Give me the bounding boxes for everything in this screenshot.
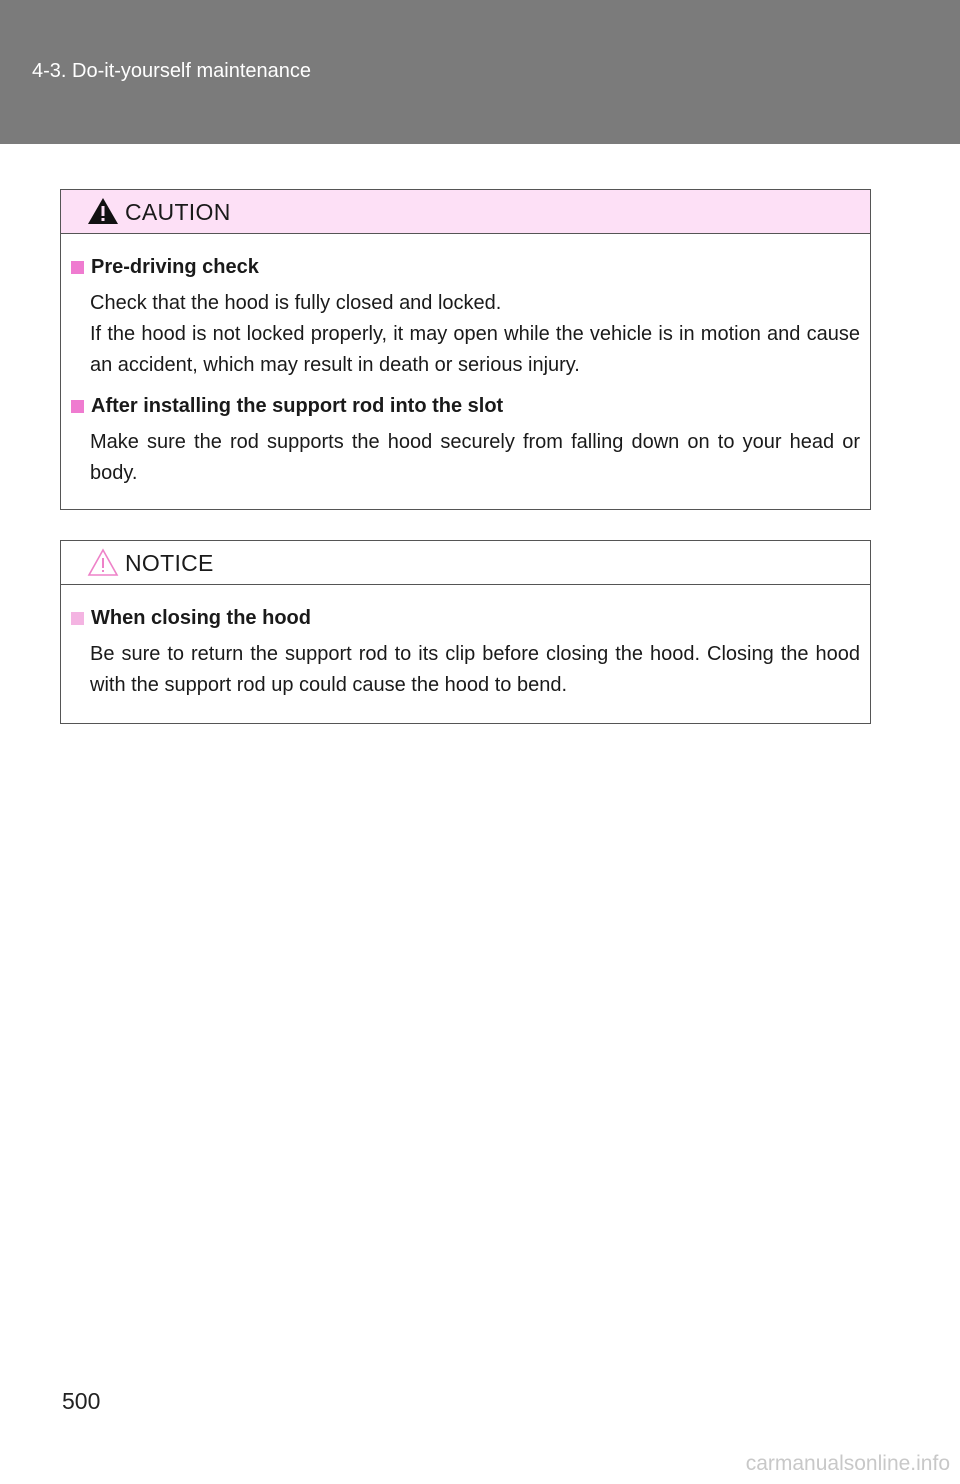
notice-body xyxy=(61,585,870,701)
caution-header xyxy=(61,190,870,234)
caution-box xyxy=(60,189,871,510)
caution-title: CAUTION xyxy=(125,199,231,225)
section-heading-text: When closing the hood xyxy=(91,606,311,629)
warning-triangle-outline-icon xyxy=(87,547,119,577)
caution-paragraph: If the hood is not locked properly, it may open while the vehicle is in motion and cause an accident, which may result in death or serious injury. xyxy=(90,323,860,376)
caution-paragraph: Make sure the rod supports the hood securely from falling down on to your head or body. xyxy=(90,431,860,484)
section-heading-text: After installing the support rod into the slot xyxy=(91,394,504,417)
caution-body xyxy=(61,234,870,489)
notice-header xyxy=(61,541,870,585)
square-bullet-icon xyxy=(71,612,84,625)
caution-section-heading xyxy=(71,391,860,421)
notice-box xyxy=(60,540,871,724)
page-number: 500 xyxy=(62,1388,101,1414)
watermark: carmanualsonline.info xyxy=(745,1452,950,1475)
section-title: 4-3. Do-it-yourself maintenance xyxy=(32,60,312,82)
square-bullet-icon xyxy=(71,400,84,413)
caution-paragraph: Check that the hood is fully closed and locked. xyxy=(90,292,502,314)
section-heading-text: Pre-driving check xyxy=(91,255,259,278)
square-bullet-icon xyxy=(71,261,84,274)
notice-paragraph: Be sure to return the support rod to its clip before closing the hood. Closing the hood with the support rod up could cause the hood to bend. xyxy=(90,643,860,696)
warning-triangle-filled-icon xyxy=(87,196,119,226)
page-header xyxy=(0,0,960,144)
notice-section-heading xyxy=(71,603,860,633)
caution-section-heading xyxy=(71,252,860,282)
notice-title: NOTICE xyxy=(125,550,214,576)
